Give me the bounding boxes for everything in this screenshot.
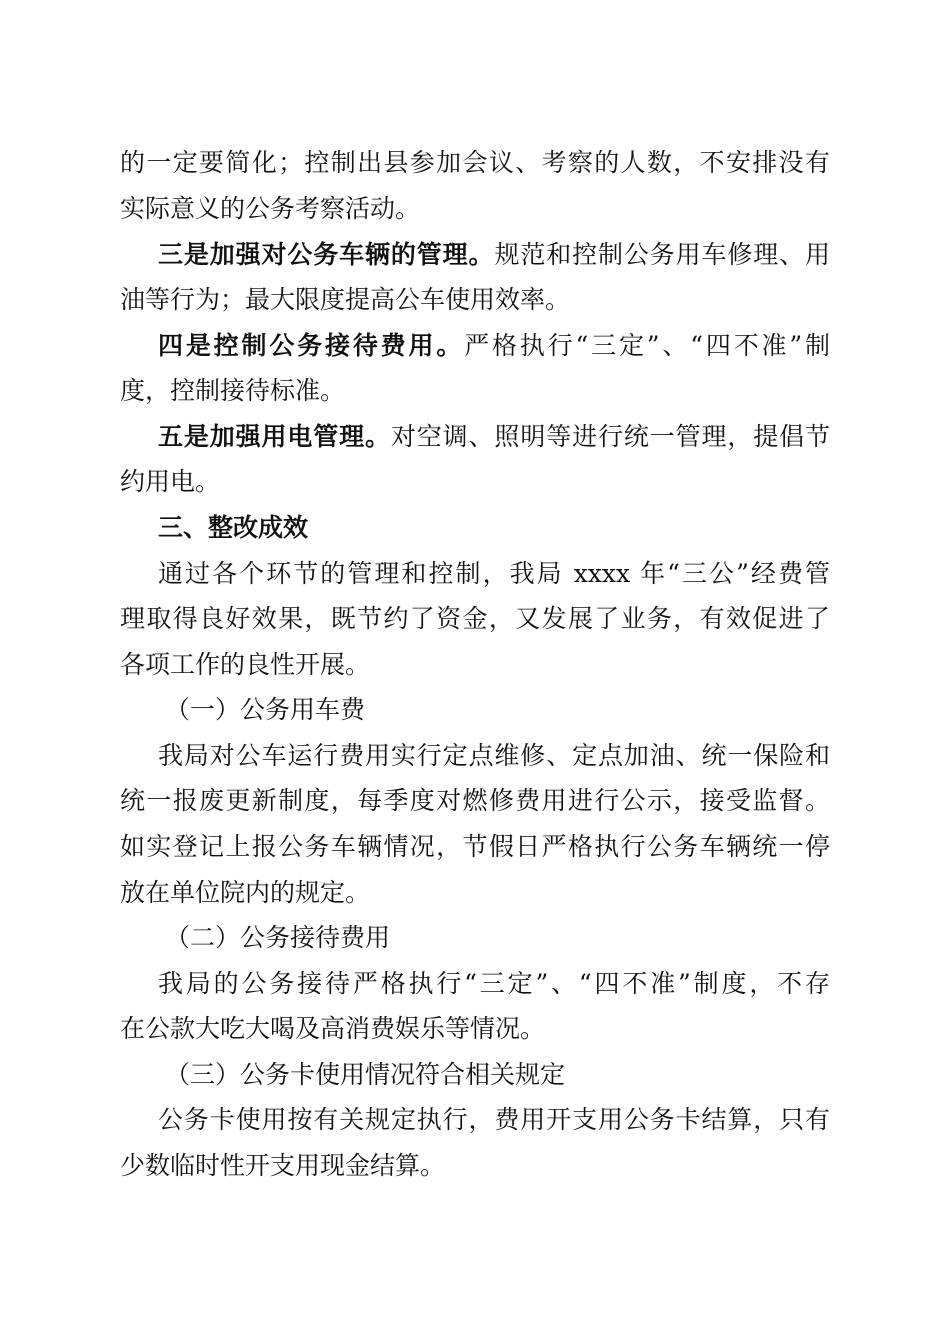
section-heading: 三、整改成效 xyxy=(158,513,309,542)
paragraph-line: 放在单位院内的规定。 xyxy=(120,878,371,907)
point-heading: 三是加强对公务车辆的管理。 xyxy=(158,240,495,269)
paragraph-line xyxy=(158,235,830,275)
subsection-heading: （三）公务卡使用情况符合相关规定 xyxy=(165,1060,566,1089)
paragraph-line: 通过各个环节的管理和控制，我局 xxxx 年“三公”经费管 xyxy=(158,559,830,588)
paragraph-line: 公务卡使用按有关规定执行，费用开支用公务卡结算，只有 xyxy=(158,1105,830,1134)
paragraph-line: 我局的公务接待严格执行“三定”、“四不准”制度，不存 xyxy=(158,969,830,998)
paragraph-line: 如实登记上报公务车辆情况，节假日严格执行公务车辆统一停 xyxy=(120,832,830,861)
paragraph-line xyxy=(158,326,830,366)
paragraph-line: 在公款大吃大喝及高消费娱乐等情况。 xyxy=(120,1014,546,1043)
paragraph-line: 油等行为；最大限度提高公车使用效率。 xyxy=(120,285,571,314)
point-body: 规范和控制公务用车修理、用 xyxy=(494,240,830,269)
paragraph-line: 统一报废更新制度，每季度对燃修费用进行公示，接受监督。 xyxy=(120,786,830,815)
paragraph-line: 理取得良好效果，既节约了资金，又发展了业务，有效促进了 xyxy=(120,604,830,633)
paragraph-line: 我局对公车运行费用实行定点维修、定点加油、统一保险和 xyxy=(158,741,830,770)
paragraph-line: 度，控制接待标准。 xyxy=(120,376,346,405)
point-heading: 五是加强用电管理。 xyxy=(158,422,391,451)
paragraph-line: 约用电。 xyxy=(120,467,221,496)
paragraph-line: 少数临时性开支用现金结算。 xyxy=(120,1151,446,1180)
point-body: 对空调、照明等进行统一管理，提倡节 xyxy=(390,422,830,451)
subsection-heading: （一）公务用车费 xyxy=(165,695,366,724)
paragraph-line: 实际意义的公务考察活动。 xyxy=(120,194,421,223)
paragraph-line xyxy=(158,417,830,457)
subsection-heading: （二）公务接待费用 xyxy=(165,923,391,952)
paragraph-line: 的一定要简化；控制出县参加会议、考察的人数，不安排没有 xyxy=(120,148,830,177)
paragraph-line: 各项工作的良性开展。 xyxy=(120,650,371,679)
point-heading: 四是控制公务接待费用。 xyxy=(158,331,465,360)
point-body: 严格执行“三定”、“四不准”制 xyxy=(464,331,830,360)
